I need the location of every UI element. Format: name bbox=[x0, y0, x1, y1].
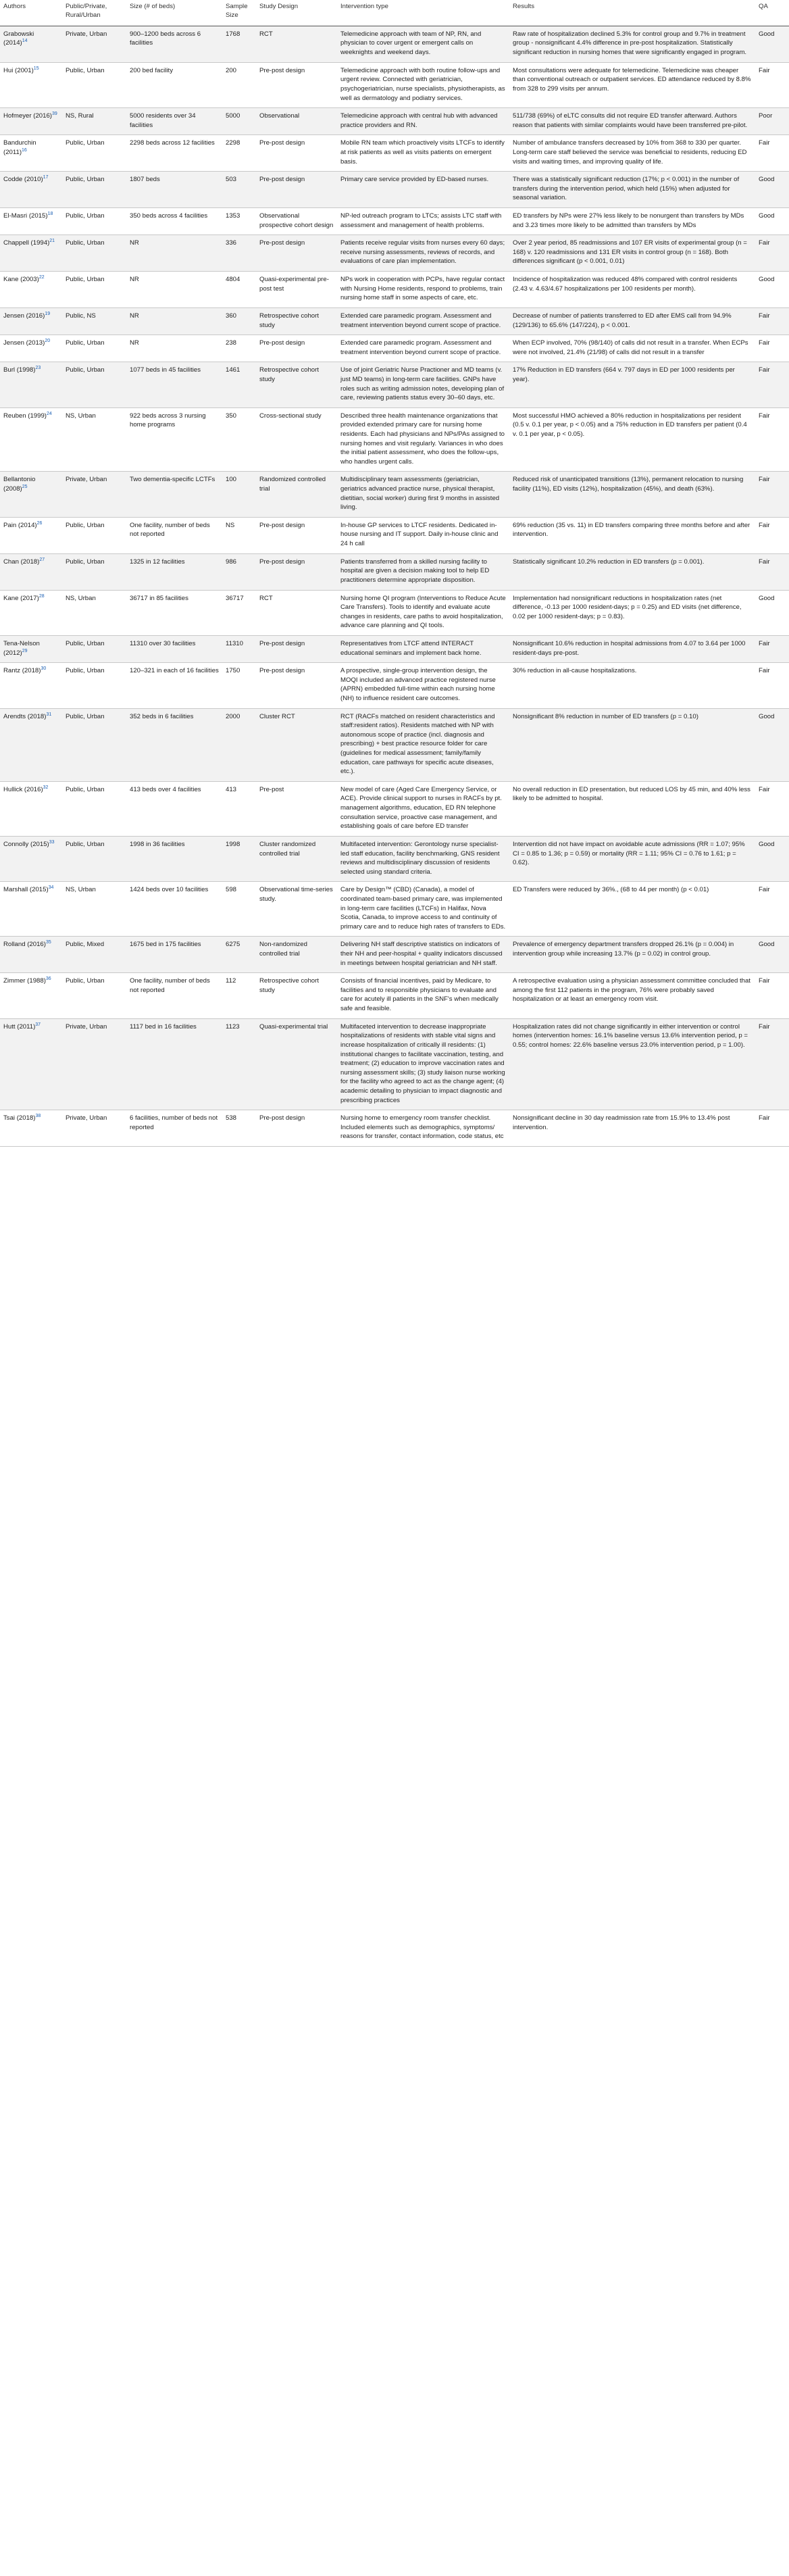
cell-sample-size: 413 bbox=[222, 781, 256, 836]
cell-qa: Good bbox=[755, 26, 789, 62]
cell-qa: Fair bbox=[755, 135, 789, 172]
cell-public-private: NS, Rural bbox=[62, 108, 126, 135]
author-name: Chappell (1994) bbox=[3, 239, 50, 247]
cell-size: 900–1200 beds across 6 facilities bbox=[126, 26, 222, 62]
cell-public-private: Public, Urban bbox=[62, 781, 126, 836]
cell-public-private: Private, Urban bbox=[62, 1018, 126, 1110]
reference-link[interactable]: 38 bbox=[35, 1113, 41, 1118]
cell-sample-size: 1353 bbox=[222, 208, 256, 235]
cell-qa: Good bbox=[755, 836, 789, 881]
cell-results: Over 2 year period, 85 readmissions and 107 ER visits of experimental group (n = 168) v. 120 readmissions and 131 ER visits in control group (n = 168). Both differences significant (p < 0.001, 0.01) bbox=[509, 235, 755, 272]
cell-intervention: Nursing home to emergency room transfer checklist. Included elements such as demographics, symptoms/ reasons for transfer, contact information, code status, etc bbox=[337, 1110, 509, 1147]
cell-qa: Fair bbox=[755, 235, 789, 272]
cell-public-private: Public, Urban bbox=[62, 335, 126, 362]
reference-link[interactable]: 24 bbox=[47, 411, 52, 416]
cell-author bbox=[0, 973, 62, 1018]
cell-author bbox=[0, 781, 62, 836]
cell-results: 30% reduction in all-cause hospitalizations. bbox=[509, 663, 755, 708]
cell-qa: Good bbox=[755, 208, 789, 235]
cell-results: Implementation had nonsignificant reductions in hospitalization rates (net difference, -0.13 per 1000 resident-days; p = 0.25) and ED visits (net difference, 0.02 per 1000 resident-days; p = 0.83). bbox=[509, 590, 755, 635]
cell-study-design: Observational bbox=[256, 108, 337, 135]
table-row bbox=[0, 407, 789, 472]
cell-qa: Good bbox=[755, 937, 789, 973]
cell-author bbox=[0, 663, 62, 708]
cell-intervention: NPs work in cooperation with PCPs, have regular contact with Nursing Home residents, respond to problems, train nursing home staff in some aspects of care, etc. bbox=[337, 272, 509, 308]
cell-results: Reduced risk of unanticipated transitions (13%), permanent relocation to nursing facility (11%), ED visits (12%), hospitalization (45%), and death (63%). bbox=[509, 472, 755, 517]
cell-intervention: Telemedicine approach with team of NP, RN, and physician to cover urgent or emergent calls on weeknights and weekend days. bbox=[337, 26, 509, 62]
reference-link[interactable]: 23 bbox=[35, 366, 41, 371]
cell-intervention: New model of care (Aged Care Emergency Service, or ACE). Provide clinical support to nurses in RACFs by pt. management algorithms, education, ED RN telephone consultation service, proactive case management, and establishing goals of care before ED transfer bbox=[337, 781, 509, 836]
cell-public-private: Public, Urban bbox=[62, 362, 126, 407]
cell-results: ED transfers by NPs were 27% less likely to be nonurgent than transfers by MDs and 3.23 times more likely to be admitted than transfers by MDs bbox=[509, 208, 755, 235]
author-name: Bandurchin (2011) bbox=[3, 139, 36, 156]
cell-public-private: NS, Urban bbox=[62, 882, 126, 937]
cell-intervention: Patients transferred from a skilled nursing facility to hospital are given a decision making tool to help ED practitioners determine appropriate disposition. bbox=[337, 553, 509, 590]
cell-qa: Good bbox=[755, 708, 789, 781]
author-name: Tsai (2018) bbox=[3, 1114, 36, 1122]
table-row bbox=[0, 937, 789, 973]
cell-study-design: Quasi-experimental pre-post test bbox=[256, 272, 337, 308]
table-row bbox=[0, 553, 789, 590]
reference-link[interactable]: 27 bbox=[39, 557, 45, 562]
table-header-row bbox=[0, 0, 789, 26]
cell-sample-size: 238 bbox=[222, 335, 256, 362]
cell-study-design: Pre-post design bbox=[256, 517, 337, 553]
cell-qa: Fair bbox=[755, 781, 789, 836]
cell-intervention: Representatives from LTCF attend INTERACT educational seminars and implement back home. bbox=[337, 635, 509, 662]
cell-sample-size: 100 bbox=[222, 472, 256, 517]
cell-public-private: Public, Urban bbox=[62, 208, 126, 235]
cell-public-private: Private, Urban bbox=[62, 26, 126, 62]
cell-author bbox=[0, 172, 62, 208]
cell-size: 11310 over 30 facilities bbox=[126, 635, 222, 662]
cell-author bbox=[0, 272, 62, 308]
cell-sample-size: 36717 bbox=[222, 590, 256, 635]
cell-public-private: Public, Urban bbox=[62, 272, 126, 308]
cell-intervention: Telemedicine approach with central hub with advanced practice providers and RN. bbox=[337, 108, 509, 135]
reference-link[interactable]: 20 bbox=[45, 338, 51, 343]
cell-results: ED Transfers were reduced by 36%., (68 to 44 per month) (p < 0.01) bbox=[509, 882, 755, 937]
cell-author bbox=[0, 635, 62, 662]
cell-public-private: Private, Urban bbox=[62, 472, 126, 517]
cell-sample-size: 360 bbox=[222, 307, 256, 335]
author-name: Chan (2018) bbox=[3, 558, 40, 566]
reference-link[interactable]: 29 bbox=[22, 648, 28, 653]
cell-sample-size: 5000 bbox=[222, 108, 256, 135]
cell-sample-size: 11310 bbox=[222, 635, 256, 662]
table-row bbox=[0, 590, 789, 635]
cell-author bbox=[0, 882, 62, 937]
cell-size: 1807 beds bbox=[126, 172, 222, 208]
cell-intervention: Telemedicine approach with both routine follow-ups and urgent review. Connected with geriatrician, psychogeriatrician, nurse specialists, physiotherapists, as well as dermatology and podiatry services. bbox=[337, 62, 509, 107]
cell-public-private: Public, Urban bbox=[62, 135, 126, 172]
author-name: Rolland (2016) bbox=[3, 941, 46, 949]
cell-author bbox=[0, 362, 62, 407]
cell-size: NR bbox=[126, 307, 222, 335]
author-name: Kane (2003) bbox=[3, 276, 39, 284]
table-row bbox=[0, 108, 789, 135]
table-row bbox=[0, 1110, 789, 1147]
cell-sample-size: 1461 bbox=[222, 362, 256, 407]
cell-size: 1077 beds in 45 facilities bbox=[126, 362, 222, 407]
cell-intervention: Patients receive regular visits from nurses every 60 days; receive nursing assessments, reviews of records, and evaluations of care plan implementation. bbox=[337, 235, 509, 272]
reference-link[interactable]: 32 bbox=[43, 785, 49, 790]
cell-study-design: Retrospective cohort study bbox=[256, 307, 337, 335]
author-name: Kane (2017) bbox=[3, 594, 39, 602]
table-row bbox=[0, 26, 789, 62]
cell-size: 1424 beds over 10 facilities bbox=[126, 882, 222, 937]
cell-qa: Good bbox=[755, 590, 789, 635]
cell-results: Most consultations were adequate for telemedicine. Telemedicine was cheaper than conventional outreach or outpatient services. ED attendance reduced by 8.8% from 328 to 299 visits per annum. bbox=[509, 62, 755, 107]
author-name: Hullick (2016) bbox=[3, 785, 43, 793]
cell-qa: Poor bbox=[755, 108, 789, 135]
reference-link[interactable]: 18 bbox=[47, 211, 53, 216]
cell-intervention: NP-led outreach program to LTCs; assists LTC staff with assessment and management of health problems. bbox=[337, 208, 509, 235]
cell-size: NR bbox=[126, 272, 222, 308]
cell-author bbox=[0, 108, 62, 135]
cell-size: 6 facilities, number of beds not reported bbox=[126, 1110, 222, 1147]
cell-results: Raw rate of hospitalization declined 5.3% for control group and 9.7% in treatment group - nonsignificant 4.4% difference in pre-post hospitalization. Statistically significant reduction in nursing homes that were significantly engaged in program. bbox=[509, 26, 755, 62]
cell-size: One facility, number of beds not reported bbox=[126, 973, 222, 1018]
reference-link[interactable]: 35 bbox=[45, 940, 51, 945]
cell-results: Intervention did not have impact on avoidable acute admissions (RR = 1.07; 95% CI = 0.85 to 1.36; p = 0.59) or mortality (RR = 1.11; 95% CI = 0.76 to 1.61; p = 0.62). bbox=[509, 836, 755, 881]
cell-author bbox=[0, 472, 62, 517]
table-row bbox=[0, 1018, 789, 1110]
cell-study-design: Pre-post design bbox=[256, 553, 337, 590]
table-row bbox=[0, 517, 789, 553]
cell-qa: Fair bbox=[755, 1110, 789, 1147]
cell-intervention: Extended care paramedic program. Assessment and treatment intervention beyond current scope of practice. bbox=[337, 335, 509, 362]
cell-study-design: Observational prospective cohort design bbox=[256, 208, 337, 235]
cell-author bbox=[0, 407, 62, 472]
cell-author bbox=[0, 937, 62, 973]
cell-public-private: Public, Urban bbox=[62, 836, 126, 881]
header-qa: QA bbox=[755, 0, 789, 26]
cell-qa: Fair bbox=[755, 1018, 789, 1110]
cell-size: One facility, number of beds not reported bbox=[126, 517, 222, 553]
cell-sample-size: 6275 bbox=[222, 937, 256, 973]
cell-author bbox=[0, 836, 62, 881]
reference-link[interactable]: 15 bbox=[33, 66, 39, 71]
cell-size: 1325 in 12 facilities bbox=[126, 553, 222, 590]
cell-study-design: Pre-post design bbox=[256, 172, 337, 208]
cell-qa: Fair bbox=[755, 472, 789, 517]
cell-public-private: Public, Urban bbox=[62, 517, 126, 553]
cell-study-design: Cross-sectional study bbox=[256, 407, 337, 472]
author-name: El-Masri (2015) bbox=[3, 212, 48, 220]
cell-size: 2298 beds across 12 facilities bbox=[126, 135, 222, 172]
cell-study-design: Randomized controlled trial bbox=[256, 472, 337, 517]
cell-public-private: Public, Urban bbox=[62, 172, 126, 208]
cell-author bbox=[0, 307, 62, 335]
cell-sample-size: NS bbox=[222, 517, 256, 553]
cell-sample-size: 200 bbox=[222, 62, 256, 107]
reference-link[interactable]: 28 bbox=[39, 593, 45, 599]
cell-intervention: Extended care paramedic program. Assessment and treatment intervention beyond current scope of practice. bbox=[337, 307, 509, 335]
header-authors: Authors bbox=[0, 0, 62, 26]
header-public-private: Public/Private, Rural/Urban bbox=[62, 0, 126, 26]
cell-intervention: Nursing home QI program (Interventions to Reduce Acute Care Transfers). Tools to identify and evaluate acute changes in residents, care paths to avoid hospitalization, advance care planning and QI tools. bbox=[337, 590, 509, 635]
table-row bbox=[0, 62, 789, 107]
cell-study-design: Non-randomized controlled trial bbox=[256, 937, 337, 973]
cell-qa: Fair bbox=[755, 882, 789, 937]
cell-public-private: Public, Urban bbox=[62, 973, 126, 1018]
reference-link[interactable]: 17 bbox=[43, 175, 49, 180]
cell-study-design: RCT bbox=[256, 26, 337, 62]
cell-results: Decrease of number of patients transferred to ED after EMS call from 94.9% (129/136) to 65.6% (147/224), p < 0.001. bbox=[509, 307, 755, 335]
cell-size: 5000 residents over 34 facilities bbox=[126, 108, 222, 135]
table-row bbox=[0, 973, 789, 1018]
cell-sample-size: 986 bbox=[222, 553, 256, 590]
author-name: Reuben (1999) bbox=[3, 412, 47, 420]
table-row bbox=[0, 135, 789, 172]
table-row bbox=[0, 272, 789, 308]
cell-study-design: Retrospective cohort study bbox=[256, 973, 337, 1018]
reference-link[interactable]: 14 bbox=[22, 39, 28, 44]
cell-qa: Fair bbox=[755, 335, 789, 362]
header-results: Results bbox=[509, 0, 755, 26]
cell-sample-size: 503 bbox=[222, 172, 256, 208]
cell-sample-size: 350 bbox=[222, 407, 256, 472]
cell-sample-size: 2000 bbox=[222, 708, 256, 781]
cell-intervention: Multidisciplinary team assessments (geriatrician, geriatrics advanced practice nurse, physical therapist, dietitian, social worker) during first 9 months in assisted living. bbox=[337, 472, 509, 517]
cell-qa: Good bbox=[755, 272, 789, 308]
cell-results: No overall reduction in ED presentation, but reduced LOS by 45 min, and 40% less likely to be admitted to hospital. bbox=[509, 781, 755, 836]
reference-link[interactable]: 39 bbox=[51, 111, 57, 116]
author-name: Hofmeyer (2016) bbox=[3, 112, 52, 120]
reference-link[interactable]: 16 bbox=[22, 147, 27, 153]
cell-intervention: Described three health maintenance organizations that provided extended primary care for nursing home residents. Each had physicians and NPs/PAs assigned to nursing homes and visit regularly. Variances in who does the initial patient assessment, who does the follow-ups, who handles urgent calls. bbox=[337, 407, 509, 472]
cell-author bbox=[0, 708, 62, 781]
reference-link[interactable]: 33 bbox=[49, 839, 55, 845]
cell-size: 352 beds in 6 facilities bbox=[126, 708, 222, 781]
cell-results: Number of ambulance transfers decreased by 10% from 368 to 330 per quarter. Long-term care staff believed the service was beneficial to residents, reducing ED visits and waiting times, and improving quality of life. bbox=[509, 135, 755, 172]
cell-results: Nonsignificant 10.6% reduction in hospital admissions from 4.07 to 3.64 per 1000 resident-days pre-post. bbox=[509, 635, 755, 662]
header-intervention-type: Intervention type bbox=[337, 0, 509, 26]
author-name: Rantz (2018) bbox=[3, 667, 41, 675]
cell-author bbox=[0, 1018, 62, 1110]
cell-study-design: Pre-post design bbox=[256, 135, 337, 172]
cell-author bbox=[0, 553, 62, 590]
cell-study-design: Pre-post design bbox=[256, 335, 337, 362]
cell-sample-size: 1768 bbox=[222, 26, 256, 62]
author-name: Arendts (2018) bbox=[3, 712, 47, 720]
cell-results: 511/738 (69%) of eLTC consults did not require ED transfer afterward. Authors reason that patients with similar complaints would have been transferred pre-pilot. bbox=[509, 108, 755, 135]
cell-sample-size: 1998 bbox=[222, 836, 256, 881]
cell-sample-size: 1750 bbox=[222, 663, 256, 708]
author-name: Jensen (2016) bbox=[3, 312, 45, 320]
cell-sample-size: 112 bbox=[222, 973, 256, 1018]
studies-table bbox=[0, 0, 789, 1147]
cell-sample-size: 336 bbox=[222, 235, 256, 272]
author-name: Jensen (2013) bbox=[3, 339, 45, 347]
table-row bbox=[0, 362, 789, 407]
cell-intervention: Multifaceted intervention to decrease inappropriate hospitalizations of residents with stable vital signs and increase hospitalization of critically ill residents: (1) institutional changes to facilitate vaccination, testing, and treatment; (2) education to improve vaccination rates and nursing assessment skills; (3) study liaison nurse working for the facility who agreed to act as the change agent; (4) academic detailing to physician to impact diagnostic and prescribing practices bbox=[337, 1018, 509, 1110]
author-name: Grabowski (2014) bbox=[3, 30, 34, 47]
cell-size: 413 beds over 4 facilities bbox=[126, 781, 222, 836]
author-name: Tena-Nelson (2012) bbox=[3, 639, 40, 657]
cell-qa: Fair bbox=[755, 517, 789, 553]
cell-study-design: Pre-post design bbox=[256, 62, 337, 107]
cell-size: 1117 bed in 16 facilities bbox=[126, 1018, 222, 1110]
cell-results: Most successful HMO achieved a 80% reduction in hospitalizations per resident (0.5 v. 0.1 per year, p < 0.05) and a 75% reduction in ED transfers per patient (0.4 v. 0.1 per year, p < 0.05). bbox=[509, 407, 755, 472]
cell-public-private: NS, Urban bbox=[62, 590, 126, 635]
cell-results: Statistically significant 10.2% reduction in ED transfers (p = 0.001). bbox=[509, 553, 755, 590]
cell-sample-size: 2298 bbox=[222, 135, 256, 172]
cell-qa: Fair bbox=[755, 307, 789, 335]
reference-link[interactable]: 31 bbox=[46, 712, 52, 717]
cell-results: 17% Reduction in ED transfers (664 v. 797 days in ED per 1000 residents per year). bbox=[509, 362, 755, 407]
reference-link[interactable]: 21 bbox=[49, 239, 55, 244]
cell-results: 69% reduction (35 vs. 11) in ED transfers comparing three months before and after intervention. bbox=[509, 517, 755, 553]
cell-study-design: Retrospective cohort study bbox=[256, 362, 337, 407]
cell-author bbox=[0, 590, 62, 635]
cell-intervention: Delivering NH staff descriptive statistics on indicators of their NH and peer-hospital + quality indicators discussed in meetings between hospital geriatrician and NH staff. bbox=[337, 937, 509, 973]
table-row bbox=[0, 663, 789, 708]
author-name: Hui (2001) bbox=[3, 66, 34, 74]
table-row bbox=[0, 235, 789, 272]
reference-link[interactable]: 22 bbox=[39, 274, 45, 280]
cell-qa: Fair bbox=[755, 553, 789, 590]
cell-intervention: Multifaceted intervention: Gerontology nurse specialist-led staff education, facility benchmarking, GNS resident reviews and multidisciplinary discussion of residents selected using standard criteria. bbox=[337, 836, 509, 881]
cell-results: Prevalence of emergency department transfers dropped 26.1% (p = 0.004) in intervention group while increasing 13.7% (p = 0.02) in control group. bbox=[509, 937, 755, 973]
cell-qa: Good bbox=[755, 172, 789, 208]
cell-public-private: Public, NS bbox=[62, 307, 126, 335]
cell-public-private: Public, Urban bbox=[62, 553, 126, 590]
cell-author bbox=[0, 1110, 62, 1147]
cell-public-private: Public, Urban bbox=[62, 635, 126, 662]
cell-author bbox=[0, 26, 62, 62]
cell-intervention: A prospective, single-group intervention design, the MOQI included an advanced practice registered nurse (APRN) embedded full-time within each nursing home (NH) to influence resident care outcomes. bbox=[337, 663, 509, 708]
author-name: Marshall (2015) bbox=[3, 886, 49, 894]
table-row bbox=[0, 335, 789, 362]
author-name: Codde (2010) bbox=[3, 176, 43, 184]
cell-intervention: Use of joint Geriatric Nurse Practioner and MD teams (v. just MD teams) in long-term care facilities. GNPs have roles such as writing admission notes, developing plan of care, reviewing patients status every 30–60 days, etc. bbox=[337, 362, 509, 407]
author-name: Bellantonio (2008) bbox=[3, 476, 36, 493]
cell-study-design: Observational time-series study. bbox=[256, 882, 337, 937]
cell-size: 1998 in 36 facilities bbox=[126, 836, 222, 881]
cell-study-design: Cluster RCT bbox=[256, 708, 337, 781]
cell-study-design: Pre-post design bbox=[256, 1110, 337, 1147]
table-row bbox=[0, 836, 789, 881]
reference-link[interactable]: 36 bbox=[45, 976, 51, 982]
cell-qa: Fair bbox=[755, 973, 789, 1018]
cell-qa: Fair bbox=[755, 362, 789, 407]
table-body bbox=[0, 26, 789, 1146]
reference-link[interactable]: 26 bbox=[36, 520, 43, 526]
cell-author bbox=[0, 517, 62, 553]
cell-sample-size: 1123 bbox=[222, 1018, 256, 1110]
cell-results: Incidence of hospitalization was reduced 48% compared with control residents (2.43 v. 4.63/4.67 hospitalizations per 100 residents per month). bbox=[509, 272, 755, 308]
cell-intervention: Care by Design™ (CBD) (Canada), a model of coordinated team-based primary care, was implemented in long-term care facilities (LTCFs) in Halifax, Nova Scotia, Canada, to improve access to and continuity of primary care and to reduce high rates of transfers to EDs. bbox=[337, 882, 509, 937]
cell-size: 36717 in 85 facilities bbox=[126, 590, 222, 635]
cell-intervention: In-house GP services to LTCF residents. Dedicated in-house nursing and IT support. Daily in-house clinic and 24 h call bbox=[337, 517, 509, 553]
cell-results: There was a statistically significant reduction (17%; p < 0.001) in the number of transfers during the intervention period, which held (15%) when adjusted for seasonal variation. bbox=[509, 172, 755, 208]
cell-public-private: Public, Urban bbox=[62, 663, 126, 708]
cell-study-design: Pre-post design bbox=[256, 235, 337, 272]
cell-public-private: Private, Urban bbox=[62, 1110, 126, 1147]
cell-study-design: Cluster randomized controlled trial bbox=[256, 836, 337, 881]
cell-size: NR bbox=[126, 235, 222, 272]
cell-public-private: Public, Urban bbox=[62, 708, 126, 781]
header-size: Size (# of beds) bbox=[126, 0, 222, 26]
cell-results: Hospitalization rates did not change significantly in either intervention or control homes (intervention homes: 16.1% baseline versus 13.6% intervention period, p = 0.55; control homes: 22.6% baseline versus 23.0% intervention period, p = 1.00). bbox=[509, 1018, 755, 1110]
author-name: Pain (2014) bbox=[3, 521, 37, 529]
reference-link[interactable]: 34 bbox=[48, 885, 54, 891]
table-row bbox=[0, 208, 789, 235]
cell-public-private: Public, Urban bbox=[62, 235, 126, 272]
reference-link[interactable]: 25 bbox=[22, 484, 28, 489]
cell-results: Nonsignificant 8% reduction in number of ED transfers (p = 0.10) bbox=[509, 708, 755, 781]
cell-size: 922 beds across 3 nursing home programs bbox=[126, 407, 222, 472]
cell-author bbox=[0, 135, 62, 172]
cell-author bbox=[0, 62, 62, 107]
cell-intervention: Consists of financial incentives, paid by Medicare, to facilities and to responsible physicians to evaluate and care for acutely ill patients in the SNF's when medically safe and feasible. bbox=[337, 973, 509, 1018]
author-name: Zimmer (1988) bbox=[3, 977, 46, 985]
cell-results: Nonsignificant decline in 30 day readmission rate from 15.9% to 13.4% post intervention. bbox=[509, 1110, 755, 1147]
author-name: Connolly (2015) bbox=[3, 840, 49, 848]
cell-study-design: Pre-post design bbox=[256, 635, 337, 662]
cell-size: NR bbox=[126, 335, 222, 362]
table-row bbox=[0, 882, 789, 937]
cell-results: When ECP involved, 70% (98/140) of calls did not result in a transfer. When ECPs were not involved, 21.4% (21/98) of calls did not result in a transfer bbox=[509, 335, 755, 362]
cell-sample-size: 598 bbox=[222, 882, 256, 937]
cell-intervention: RCT (RACFs matched on resident characteristics and staff:resident ratios). Residents matched with NP with autonomous scope of practice (incl. diagnosis and prescribing) + best practice resource folder for care (guidelines for medical assessment; family/family education, care pathways for specific acute diseases, etc.). bbox=[337, 708, 509, 781]
cell-size: 200 bed facility bbox=[126, 62, 222, 107]
cell-study-design: Pre-post bbox=[256, 781, 337, 836]
cell-size: 1675 bed in 175 facilities bbox=[126, 937, 222, 973]
author-name: Burl (1998) bbox=[3, 366, 36, 374]
cell-qa: Fair bbox=[755, 663, 789, 708]
cell-intervention: Mobile RN team which proactively visits LTCFs to identify at risk patients as well as visits patients on emergent basis. bbox=[337, 135, 509, 172]
cell-size: 120–321 in each of 16 facilities bbox=[126, 663, 222, 708]
cell-results: A retrospective evaluation using a physician assessment committee concluded that among the first 112 patients in the program, 76% were probably saved hospitalization or at least an emergency room visit. bbox=[509, 973, 755, 1018]
table-row bbox=[0, 172, 789, 208]
header-sample-size: Sample Size bbox=[222, 0, 256, 26]
cell-study-design: Pre-post design bbox=[256, 663, 337, 708]
header-study-design: Study Design bbox=[256, 0, 337, 26]
cell-size: 350 beds across 4 facilities bbox=[126, 208, 222, 235]
cell-qa: Fair bbox=[755, 407, 789, 472]
reference-link[interactable]: 19 bbox=[45, 311, 51, 316]
table-row bbox=[0, 472, 789, 517]
cell-sample-size: 538 bbox=[222, 1110, 256, 1147]
cell-sample-size: 4804 bbox=[222, 272, 256, 308]
cell-study-design: Quasi-experimental trial bbox=[256, 1018, 337, 1110]
cell-study-design: RCT bbox=[256, 590, 337, 635]
cell-public-private: Public, Mixed bbox=[62, 937, 126, 973]
cell-size: Two dementia-specific LCTFs bbox=[126, 472, 222, 517]
table-row bbox=[0, 307, 789, 335]
cell-qa: Fair bbox=[755, 635, 789, 662]
cell-author bbox=[0, 208, 62, 235]
author-name: Hutt (2011) bbox=[3, 1022, 36, 1031]
cell-public-private: Public, Urban bbox=[62, 62, 126, 107]
cell-public-private: NS, Urban bbox=[62, 407, 126, 472]
reference-link[interactable]: 30 bbox=[41, 666, 47, 671]
cell-qa: Fair bbox=[755, 62, 789, 107]
cell-intervention: Primary care service provided by ED-based nurses. bbox=[337, 172, 509, 208]
table-row bbox=[0, 781, 789, 836]
table-row bbox=[0, 708, 789, 781]
reference-link[interactable]: 37 bbox=[35, 1022, 41, 1027]
cell-author bbox=[0, 335, 62, 362]
table-row bbox=[0, 635, 789, 662]
cell-author bbox=[0, 235, 62, 272]
